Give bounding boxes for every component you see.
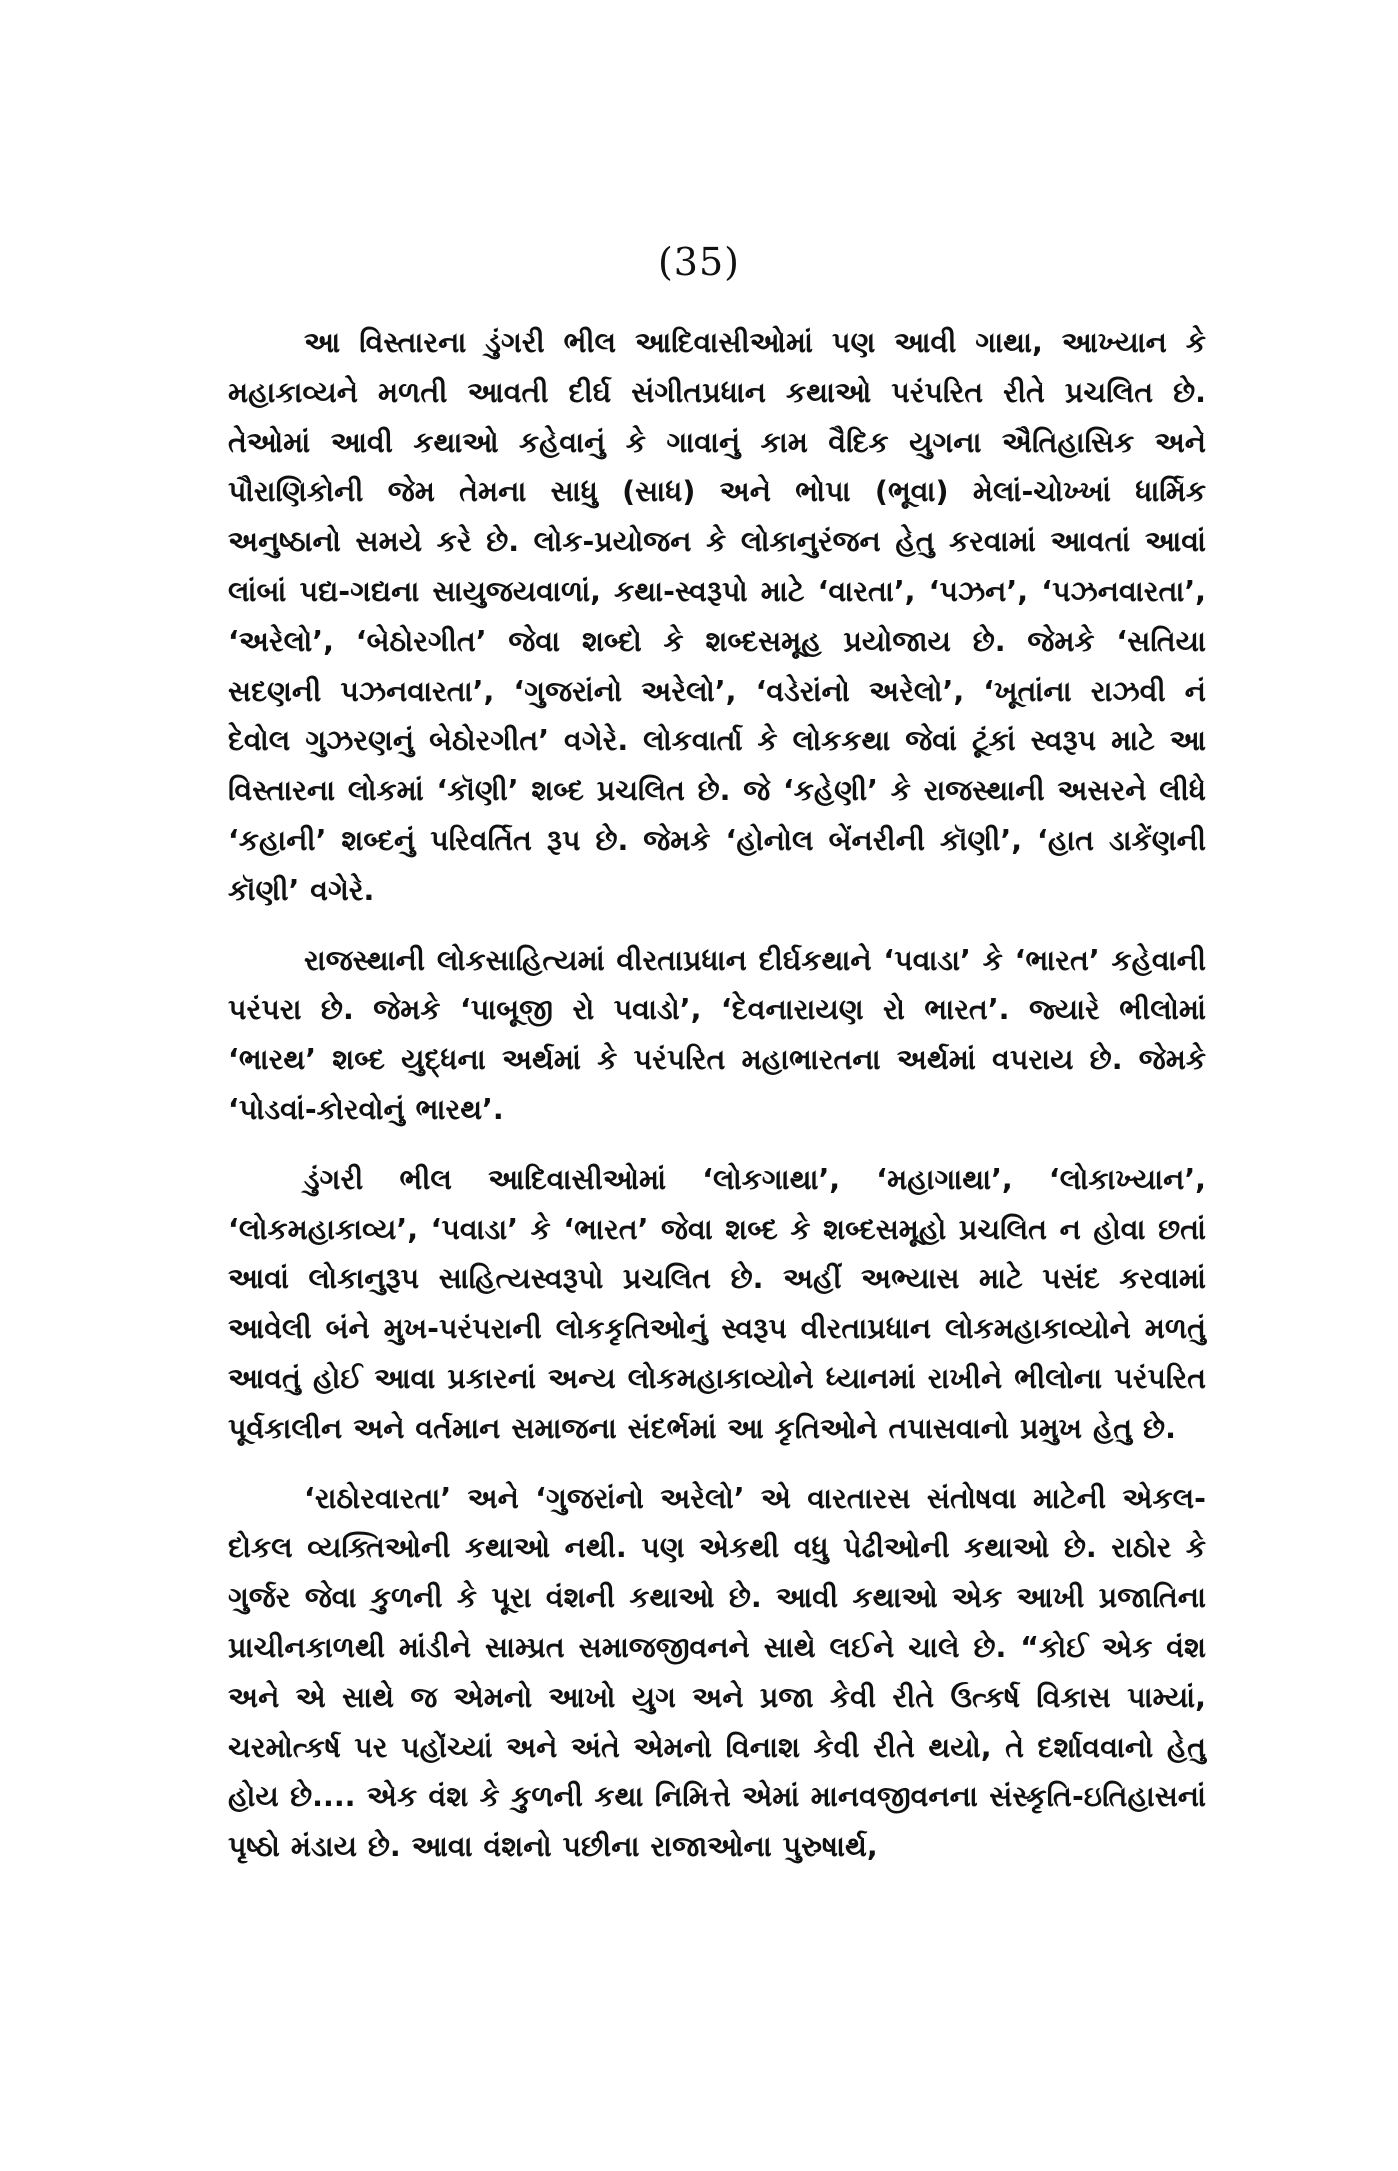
paragraph-2: રાજસ્થાની લોકસાહિત્યમાં વીરતાપ્રધાન દીર્ઘકથાને ‘પવાડા’ કે ‘ભારત’ કહેવાની પરંપરા છે. જેમકે ‘પાબૂજી રો પવાડો’, ‘દેવનારાયણ રો ભારત’. જ્યારે ભીલોમાં ‘ભારથ’ શબ્દ યુદ્ધના અર્થમાં કે પરંપરિત મહાભારતના અર્થમાં વપરાય છે. જેમકે ‘પોડવાં-કોરવોનું ભારથ’. xyxy=(228,943,1206,1126)
body-text xyxy=(228,318,1206,1892)
paragraph-1: આ વિસ્તારના ડુંગરી ભીલ આદિવાસીઓમાં પણ આવી ગાથા, આખ્યાન કે મહાકાવ્યને મળતી આવતી દીર્ઘ સંગીતપ્રધાન કથાઓ પરંપરિત રીતે પ્રચલિત છે. તેઓમાં આવી કથાઓ કહેવાનું કે ગાવાનું કામ વૈદિક યુગના ઐતિહાસિક અને પૌરાણિકોની જેમ તેમના સાધુ (સાધ) અને ભોપા (ભૂવા) મેલાં-ચોખ્ખાં ધાર્મિક અનુષ્ઠાનો સમયે કરે છે. લોક-પ્રયોજન કે લોકાનુરંજન હેતુ કરવામાં આવતાં આવાં લાંબાં પદ્ય-ગદ્યના સાયુજયવાળાં, કથા-સ્વરૂપો માટે ‘વારતા’, ‘પઝન’, ‘પઝનવારતા’, ‘અરેલો’, ‘બેઠોરગીત’ જેવા શબ્દો કે શબ્દસમૂહ પ્રયોજાય છે. જેમકે ‘સતિયા સદણની પઝનવારતા’, ‘ગુજરાંનો અરેલો’, ‘વડેરાંનો અરેલો’, ‘ખૂતાંના રાઝવી નં દેવોલ ગુઝરણનું બેઠોરગીત’ વગેરે. લોકવાર્તા કે લોકકથા જેવાં ટૂંકાં સ્વરૂપ માટે આ વિસ્તારના લોકમાં ‘કૉણી’ શબ્દ પ્રચલિત છે. જે ‘કહેણી’ કે રાજસ્થાની અસરને લીધે ‘કહાની’ શબ્દનું પરિવર્તિત રૂપ છે. જેમકે ‘હોનોલ બેંનરીની કૉણી’, ‘હાત ડાકેંણની કૉણી’ વગેરે. xyxy=(228,326,1206,907)
paragraph-3: ડુંગરી ભીલ આદિવાસીઓમાં ‘લોકગાથા’, ‘મહાગાથા’, ‘લોકાખ્યાન’, ‘લોકમહાકાવ્ય’, ‘પવાડા’ કે ‘ભારત’ જેવા શબ્દ કે શબ્દસમૂહો પ્રચલિત ન હોવા છતાં આવાં લોકાનુરૂપ સાહિત્યસ્વરૂપો પ્રચલિત છે. અહીં અભ્યાસ માટે પસંદ કરવામાં આવેલી બંને મુખ-પરંપરાની લોકકૃતિઓનું સ્વરૂપ વીરતાપ્રધાન લોકમહાકાવ્યોને મળતું આવતું હોઈ આવા પ્રકારનાં અન્ય લોકમહાકાવ્યોને ધ્યાનમાં રાખીને ભીલોના પરંપરિત પૂર્વકાલીન અને વર્તમાન સમાજના સંદર્ભમાં આ કૃતિઓને તપાસવાનો પ્રમુખ હેતુ છે. xyxy=(228,1162,1206,1445)
paragraph-4: ‘રાઠોરવારતા’ અને ‘ગુજરાંનો અરેલો’ એ વારતારસ સંતોષવા માટેની એકલ-દોકલ વ્યક્તિઓની કથાઓ નથી. પણ એકથી વધુ પેઢીઓની કથાઓ છે. રાઠોર કે ગુર્જર જેવા કુળની કે પૂરા વંશની કથાઓ છે. આવી કથાઓ એક આખી પ્રજાતિના પ્રાચીનકાળથી માંડીને સામ્પ્રત સમાજજીવનને સાથે લઈને ચાલે છે. “કોઈ એક વંશ અને એ સાથે જ એમનો આખો યુગ અને પ્રજા કેવી રીતે ઉત્કર્ષ વિકાસ પામ્યાં, ચરમોત્કર્ષ પર પહોંચ્યાં અને અંતે એમનો વિનાશ કેવી રીતે થયો, તે દર્શાવવાનો હેતુ હોય છે.... એક વંશ કે કુળની કથા નિમિત્તે એમાં માનવજીવનના સંસ્કૃતિ-ઇતિહાસનાં પૃષ્ઠો મંડાય છે. આવા વંશનો પછીના રાજાઓના પુરુષાર્થ, xyxy=(228,1481,1206,1864)
page-number: (35) xyxy=(657,240,740,284)
